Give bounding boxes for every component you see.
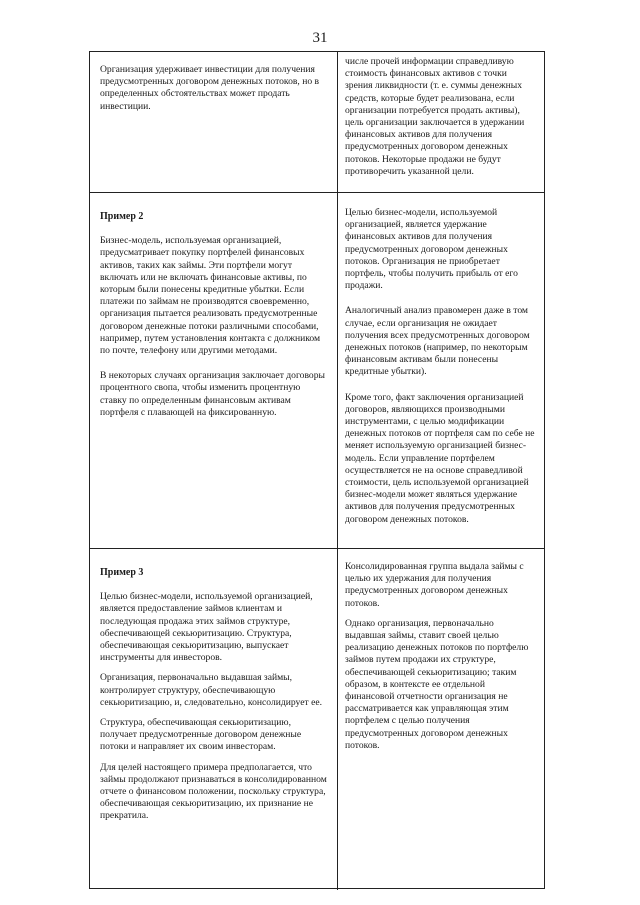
paragraph: Консолидированная группа выдала займы с целью их удержания для получения предусмотренных договором денежных потоков. — [345, 561, 524, 609]
paragraph: Целью бизнес-модели, используемой организацией, является удержание финансовых активов для получения предусмотренных договором денежных потоков. Организация не приобретает портфель, чтобы получить прибыль от его продажи. — [345, 207, 518, 292]
table-cell-left — [90, 193, 337, 548]
table-cell-left — [90, 52, 337, 192]
paragraph: Бизнес-модель, используемая организацией, предусматривает покупку портфелей финансовых активов, таких как займы. Эти портфели могут включать или не включать финансовые активы, по которым были понесены кредитные убытки. Если платежи по займам не производятся своевременно, организация пытается реализовать предусмотренные договором денежные потоки различными способами, например, путем установления контакта с должником по почте, телефону или другими методами. — [100, 235, 321, 357]
table-row — [90, 52, 544, 193]
table-cell-right — [338, 549, 544, 890]
paragraph: Структура, обеспечивающая секьюритизацию, получает предусмотренные договором денежные потоки и направляет их своим инвесторам. — [100, 717, 302, 753]
table-cell-right — [338, 193, 544, 548]
paragraph: Целью бизнес-модели, используемой организацией, является предоставление займов клиентам и последующая продажа этих займов структуре, обеспечивающей секьюритизацию. Структура, обеспечивающая секьюритизацию, выпускает инструменты для инвесторов. — [100, 591, 313, 664]
page-number: 31 — [312, 30, 328, 46]
table-cell-right — [338, 52, 544, 192]
paragraph: Организация удерживает инвестиции для получения предусмотренных договором денежных потоков, но в определенных обстоятельствах может продать инвестиции. — [100, 64, 320, 112]
example-heading: Пример 3 — [100, 567, 144, 578]
paragraph: В некоторых случаях организация заключает договоры процентного свопа, чтобы изменить процентную ставку по определенным финансовым активам портфеля с плавающей на фиксированную. — [100, 370, 325, 418]
example-heading: Пример 2 — [100, 211, 144, 222]
table-row — [90, 193, 544, 549]
paragraph: Для целей настоящего примера предполагается, что займы продолжают признаваться в консолидированном отчете о финансовом положении, поскольку структура, обеспечивающая секьюритизацию, их признание не прекратила. — [100, 761, 327, 822]
table-row — [90, 549, 544, 890]
paragraph: Аналогичный анализ правомерен даже в том случае, если организация не ожидает получения всех предусмотренных договором денежных потоков (например, по некоторым финансовым активам были понесены кредитные убытки). — [345, 305, 530, 378]
table-cell-left — [90, 549, 337, 890]
paragraph: Кроме того, факт заключения организацией договоров, являющихся производными инструментами, с целью модификации денежных потоков от портфеля сам по себе не меняет используемую организацией бизнес-модель. Если управление портфелем осуществляется не на основе справедливой стоимости, цель используемой организацией бизнес-модели может являться удержание активов для получения предусмотренных договором денежных потоков. — [345, 391, 535, 525]
paragraph: Организация, первоначально выдавшая займы, контролирует структуру, обеспечивающую секьюритизацию, и, следовательно, консолидирует ее. — [100, 672, 322, 708]
paragraph: Однако организация, первоначально выдавшая займы, ставит своей целью реализацию денежных потоков по портфелю займов путем продажи их структуре, обеспечивающей секьюритизацию; таким образом, в контексте ее отдельной финансовой отчетности организация не рассматривается как управляющая этим портфелем с целью получения предусмотренных договором денежных потоков. — [345, 617, 529, 751]
paragraph: числе прочей информации справедливую стоимость финансовых активов с точки зрения ликвидности (т. е. суммы денежных средств, которые будет реализована, если организации потребуется продать активы), цель организации заключается в удержании финансовых активов для получения предусмотренных договором денежных потоков. Некоторые продажи не будут противоречить указанной цели. — [345, 56, 525, 177]
examples-table — [89, 51, 545, 889]
